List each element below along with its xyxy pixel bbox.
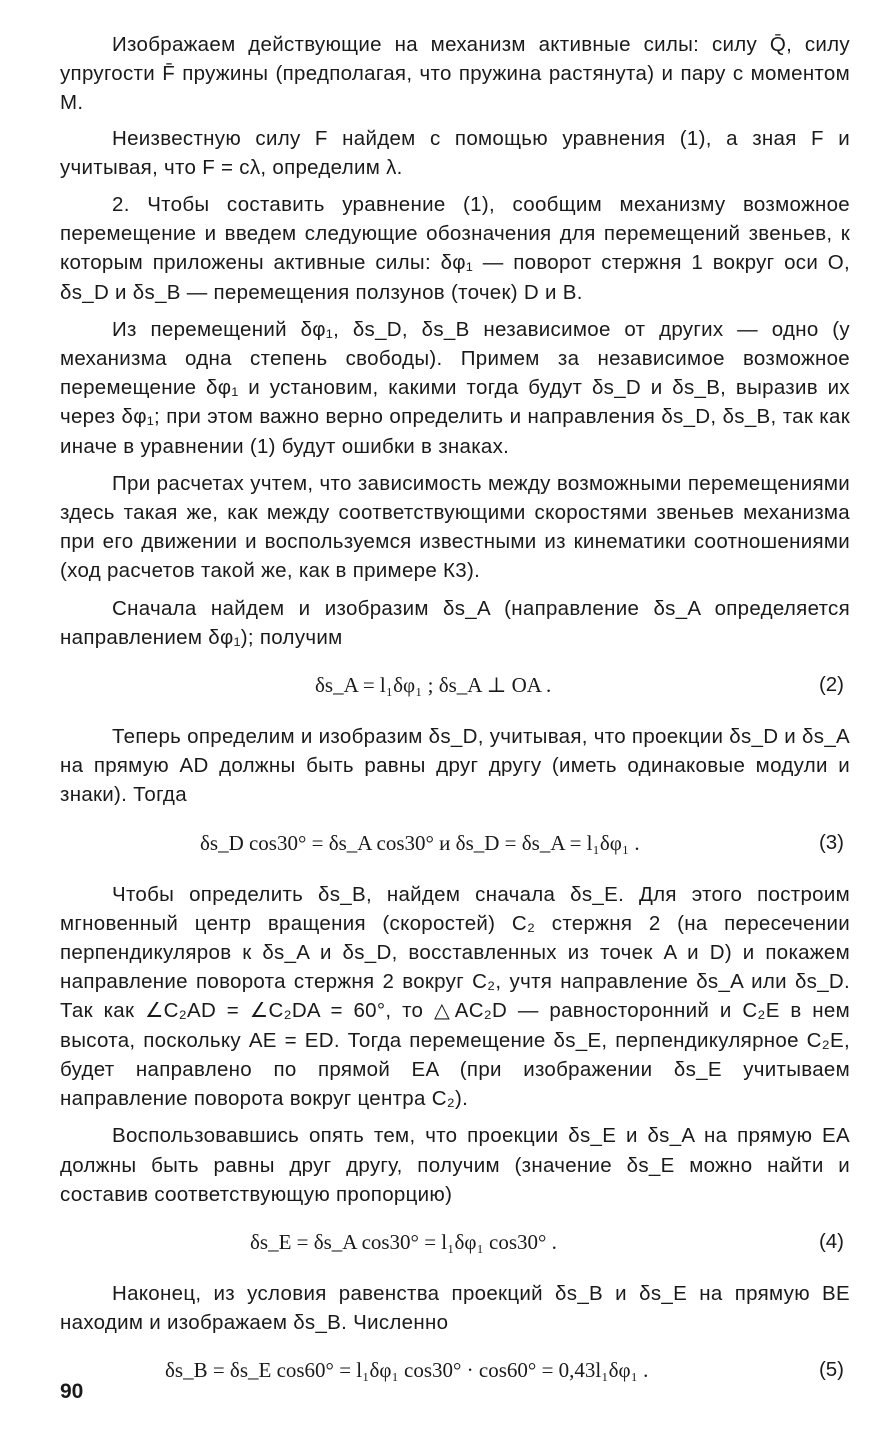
paragraph-unknown-force: Неизвестную силу F найдем с помощью уравнения (1), а зная F и учитывая, что F = cλ, определим λ. xyxy=(60,126,850,179)
paragraph-virtual-displacement: 2. Чтобы составить уравнение (1), сообщим механизму возможное перемещение и введем следующие обозначения для перемещений звеньев, к которым приложены активные силы: δφ₁ — поворот стержня 1 вокруг оси O, δs_D и δs_B — перемещения ползунов (точек) D и B. xyxy=(60,193,850,304)
formula-expression: δs_D cos30° = δs_A cos30° и δs_D = δs_A = l₁δφ₁ . xyxy=(200,830,640,855)
paragraph-kinematics: При расчетах учтем, что зависимость между возможными перемещениями здесь такая же, как между соответствующими скоростями звеньев механизма при его движении и воспользуемся известными из кинематики соотношениями (ход расчетов такой же, как в примере К3). xyxy=(60,471,850,583)
paragraph-finally: Наконец, из условия равенства проекций δs_B и δs_E на прямую BE находим и изображаем δs_B. Численно xyxy=(60,1281,850,1335)
formula-expression: δs_B = δs_E cos60° = l₁δφ₁ cos30° · cos60° = 0,43l₁δφ₁ . xyxy=(165,1358,649,1383)
formula-5 xyxy=(60,1355,850,1385)
paragraph-projections: Воспользовавшись опять тем, что проекции δs_E и δs_A на прямую EA должны быть равны друг другу, получим (значение δs_E можно найти и составив соответствующую пропорцию) xyxy=(60,1124,850,1206)
page-body xyxy=(60,30,850,1407)
paragraph-find-sd: Теперь определим и изобразим δs_D, учитывая, что проекции δs_D и δs_A на прямую AD должны быть равны друг другу (иметь одинаковые модули и знаки). Тогда xyxy=(60,725,850,807)
formula-number: (5) xyxy=(818,1358,844,1382)
formula-expression: δs_E = δs_A cos30° = l₁δφ₁ cos30° . xyxy=(250,1229,557,1254)
formula-number: (2) xyxy=(818,673,844,697)
paragraph-independent-displacement: Из перемещений δφ₁, δs_D, δs_B независимое от других — одно (у механизма одна степень свободы). Примем за независимое возможное перемещение δφ₁ и установим, какими тогда будут δs_D и δs_B, выразив их через δφ₁; при этом важно верно определить и направления δs_D, δs_B, так как иначе в уравнении (1) будут ошибки в знаках. xyxy=(60,317,850,458)
formula-number: (3) xyxy=(818,830,844,854)
paragraph-forces: Изображаем действующие на механизм активные силы: силу Q̄, силу упругости F̄ пружины (предполагая, что пружина растянута) и пару с моментом M. xyxy=(60,33,850,115)
formula-4 xyxy=(60,1227,850,1257)
formula-number: (4) xyxy=(818,1229,844,1253)
page-number: 90 xyxy=(60,1380,84,1403)
formula-expression: δs_A = l₁δφ₁ ; δs_A ⊥ OA . xyxy=(315,673,552,698)
formula-3 xyxy=(60,828,850,858)
formula-2 xyxy=(60,670,850,700)
paragraph-find-sb: Чтобы определить δs_B, найдем сначала δs_E. Для этого построим мгновенный центр вращения (скоростей) C₂ стержня 2 (на пересечении перпендикуляров к δs_A и δs_D, восставленных из точек A и D) и покажем направление поворота стержня 2 вокруг C₂, учтя направление δs_A или δs_D. Так как ∠C₂AD = ∠C₂DA = 60°, то △AC₂D — равносторонний и C₂E в нем высота, поскольку AE = ED. Тогда перемещение δs_E, перпендикулярное C₂E, будет направлено по прямой EA (при изображении δs_E учитываем направление поворота вокруг центра C₂). xyxy=(60,882,850,1111)
paragraph-find-sa: Сначала найдем и изобразим δs_A (направление δs_A определяется направлением δφ₁); получим xyxy=(60,596,850,649)
